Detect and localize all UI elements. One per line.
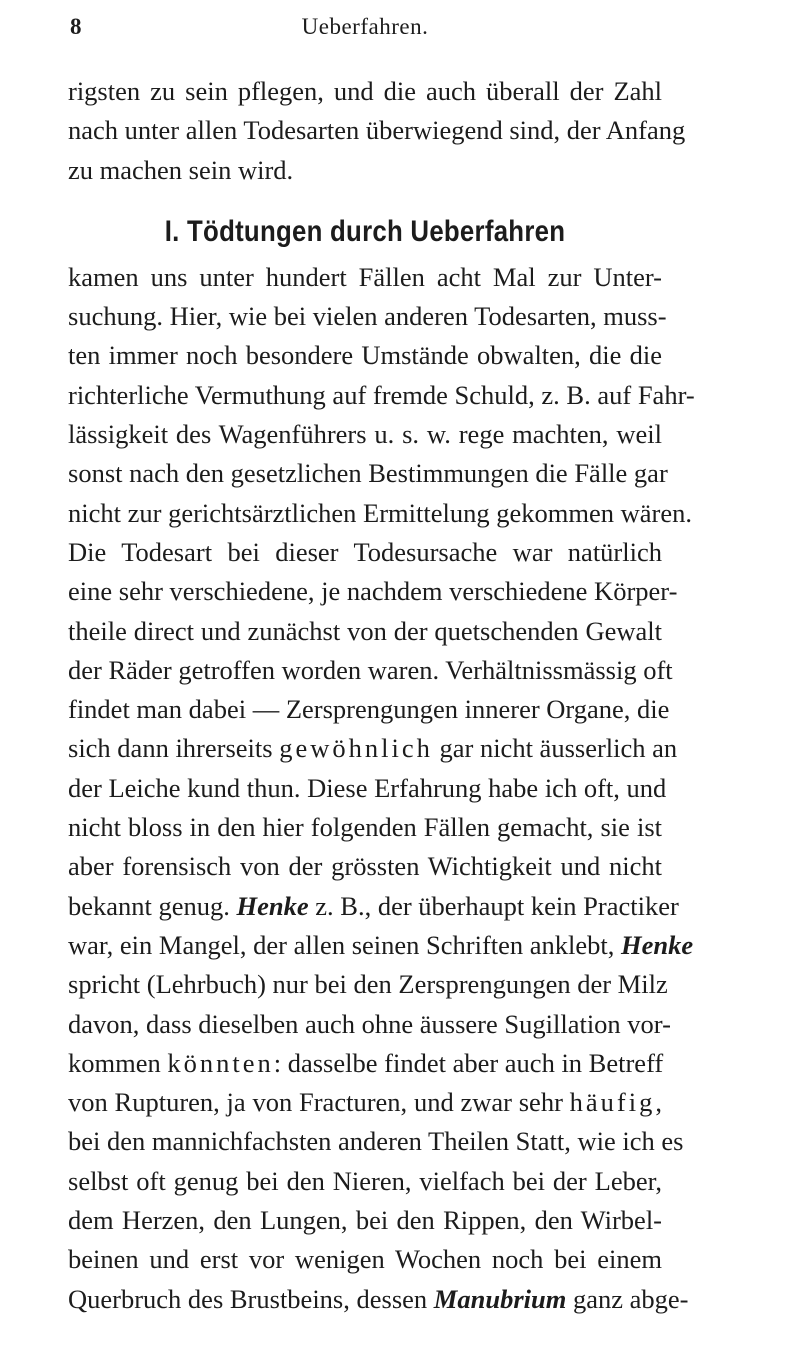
text-line: nicht bloss in den hier folgenden Fällen gemacht, sie ist [68, 812, 662, 843]
author-name: Henke [236, 890, 309, 921]
text-line: nicht zur gerichtsärztlichen Ermittelung gekommen wären. [68, 497, 692, 528]
text-line: selbst oft genug bei den Nieren, vielfach bei der Leber, [68, 1165, 662, 1196]
text-line: dem Herzen, den Lungen, bei den Rippen, den Wirbel- [68, 1205, 662, 1236]
text-line: aber forensisch von der grössten Wichtigkeit und nicht [68, 851, 662, 882]
emphasis-spaced: könnten [167, 1047, 274, 1078]
section-heading: I. Tödtungen durch Ueberfahren [164, 214, 566, 248]
text-segment: kommen [68, 1047, 168, 1078]
body-text [68, 72, 695, 1319]
text-line: der Leiche kund thun. Diese Erfahrung habe ich oft, und [68, 772, 667, 803]
text-line: bei den mannichfachsten anderen Theilen Statt, wie ich es [68, 1126, 684, 1157]
text-segment: : dasselbe findet aber auch in Betreff [273, 1047, 664, 1078]
text-line [68, 1083, 662, 1122]
text-segment: gar nicht äusserlich an [432, 733, 678, 764]
text-line: kamen uns unter hundert Fällen acht Mal zur Unter- [68, 261, 662, 292]
text-line: rigsten zu sein pflegen, und die auch überall der Zahl [68, 76, 662, 106]
text-segment: ganz abge- [566, 1283, 689, 1314]
text-line: suchung. Hier, wie bei vielen anderen Todesarten, muss- [68, 301, 667, 332]
text-line: beinen und erst vor wenigen Wochen noch bei einem [68, 1244, 662, 1275]
text-line [68, 729, 678, 768]
text-line: richterliche Vermuthung auf fremde Schuld, z. B. auf Fahr- [68, 379, 695, 410]
text-line: der Räder getroffen worden waren. Verhältnissmässig oft [68, 654, 673, 685]
emphasis-spaced: häufig [569, 1087, 656, 1118]
page-number: 8 [70, 14, 82, 39]
text-line [68, 1280, 689, 1319]
running-head [70, 12, 660, 42]
text-line [68, 887, 679, 926]
text-line: spricht (Lehrbuch) nur bei den Zersprengungen der Milz [68, 969, 668, 1000]
text-line [68, 926, 694, 965]
text-line: davon, dass dieselben auch ohne äussere Sugillation vor- [68, 1008, 671, 1039]
text-segment: sich dann ihrerseits [68, 733, 280, 764]
emphasis-spaced: gewöhnlich [279, 733, 433, 764]
text-line: findet man dabei — Zersprengungen innerer Organe, die [68, 694, 670, 725]
text-line: zu machen sein wird. [68, 154, 294, 185]
text-segment: von Rupturen, ja von Fracturen, und zwar sehr [68, 1087, 570, 1118]
author-name: Henke [621, 929, 694, 960]
text-line: nach unter allen Todesarten überwiegend sind, der Anfang [68, 115, 686, 146]
text-segment: war, ein Mangel, der allen seinen Schriften anklebt, [68, 929, 622, 960]
text-line: sonst nach den gesetzlichen Bestimmungen die Fälle gar [68, 458, 668, 489]
text-line: eine sehr verschiedene, je nachdem verschiedene Körper- [68, 576, 678, 607]
anatomical-term: Manubrium [433, 1283, 567, 1314]
text-segment: bekannt genug. [68, 890, 237, 921]
text-line: Die Todesart bei dieser Todesursache war natürlich [68, 536, 662, 567]
text-line [68, 1044, 662, 1083]
text-segment: z. B., der überhaupt kein Practiker [308, 890, 679, 921]
text-line: lässigkeit des Wagenführers u. s. w. rege machten, weil [68, 419, 662, 450]
text-segment: Querbruch des Brustbeins, dessen [68, 1283, 434, 1314]
running-title: Ueberfahren. [301, 14, 429, 39]
text-line: theile direct und zunächst von der quetschenden Gewalt [68, 615, 662, 646]
text-line: ten immer noch besondere Umstände obwalten, die die [68, 340, 662, 371]
text-segment: , [655, 1087, 662, 1118]
